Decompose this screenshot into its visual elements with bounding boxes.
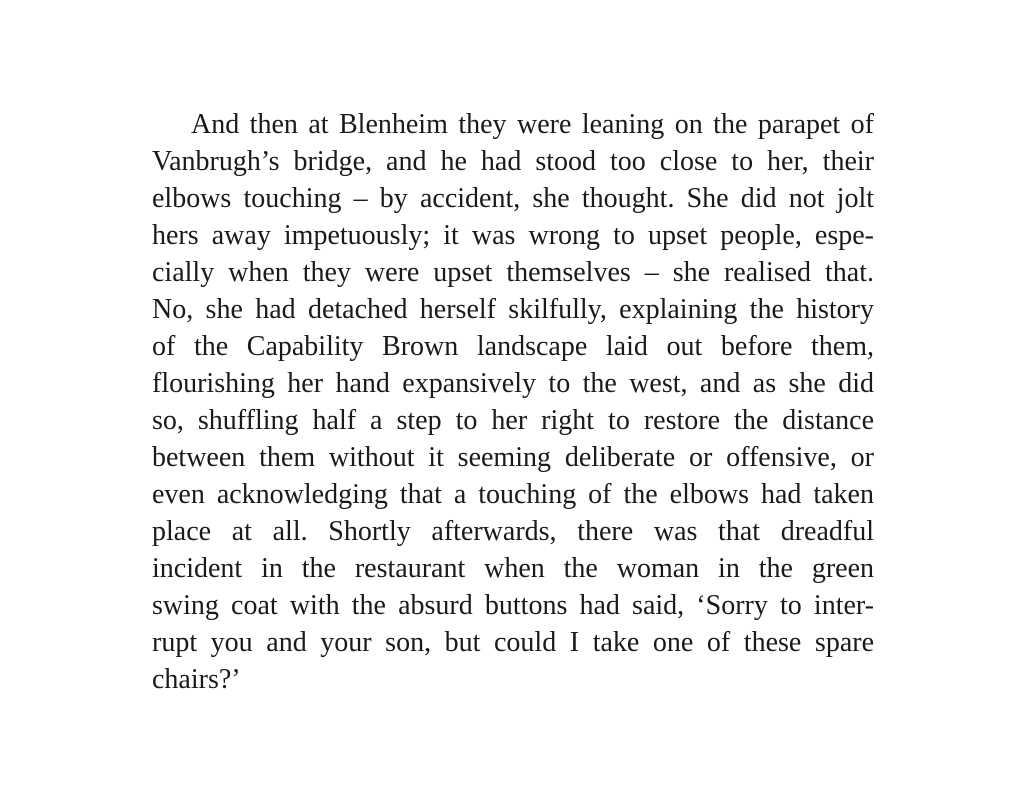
paragraph-line: even acknowledging that a touching of the elbows had taken bbox=[152, 479, 874, 510]
paragraph-line: And then at Blenheim they were leaning on the parapet of bbox=[191, 109, 874, 140]
paragraph-line: No, she had detached herself skilfully, explaining the history bbox=[152, 294, 874, 325]
paragraph-line: so, shuffling half a step to her right to restore the distance bbox=[152, 405, 874, 436]
paragraph-line: between them without it seeming deliberate or offensive, or bbox=[152, 442, 874, 473]
paragraph-line: swing coat with the absurd buttons had said, ‘Sorry to inter- bbox=[152, 590, 874, 621]
body-paragraph bbox=[152, 106, 874, 698]
paragraph-line: flourishing her hand expansively to the west, and as she did bbox=[152, 368, 874, 399]
paragraph-line: incident in the restaurant when the woman in the green bbox=[152, 553, 874, 584]
paragraph-line: elbows touching – by accident, she thought. She did not jolt bbox=[152, 183, 874, 214]
paragraph-line: Vanbrugh’s bridge, and he had stood too close to her, their bbox=[152, 146, 874, 177]
paragraph-line: cially when they were upset themselves – she realised that. bbox=[152, 257, 874, 288]
paragraph-line: place at all. Shortly afterwards, there was that dreadful bbox=[152, 516, 874, 547]
paragraph-line: rupt you and your son, but could I take one of these spare bbox=[152, 627, 874, 658]
paragraph-line: hers away impetuously; it was wrong to upset people, espe- bbox=[152, 220, 874, 251]
paragraph-line-last: chairs?’ bbox=[152, 664, 241, 695]
paragraph-line: of the Capability Brown landscape laid out before them, bbox=[152, 331, 874, 362]
